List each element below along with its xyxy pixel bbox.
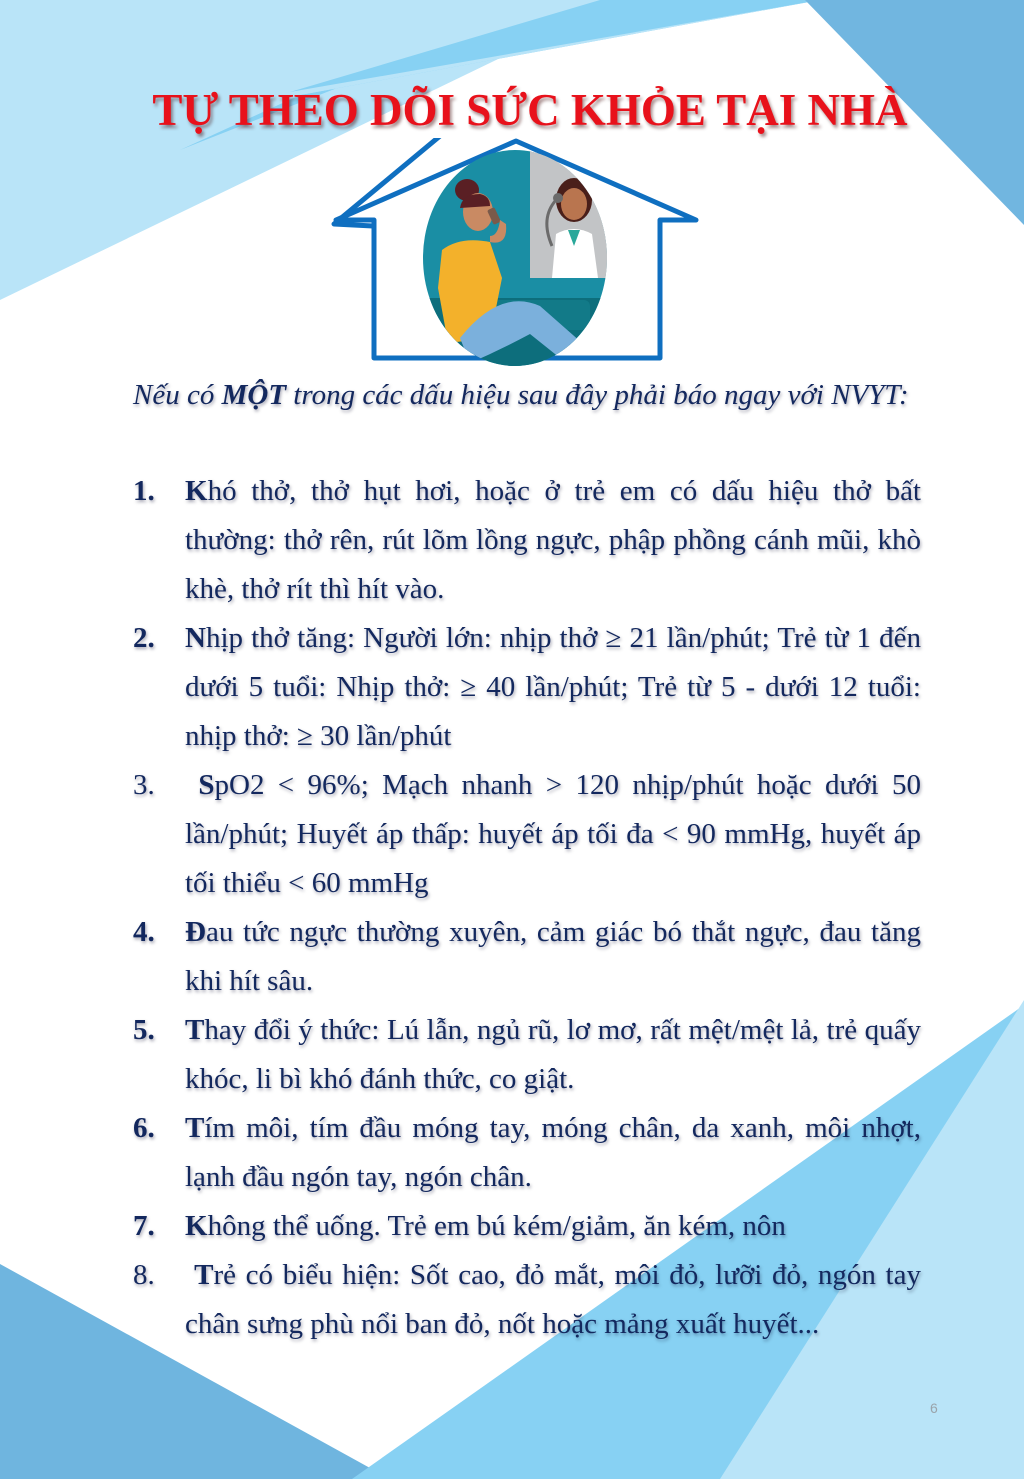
item-text: SpO2 < 96%; Mạch nhanh > 120 nhịp/phút hoặc dưới 50 lần/phút; Huyết áp thấp: huyết áp tối đa < 90 mmHg, huyết áp tối thiểu < 60 mmHg (185, 769, 921, 899)
list-item (133, 467, 921, 614)
list-item (133, 1104, 921, 1202)
page-title: TỰ THEO DÕI SỨC KHỎE TẠI NHÀ (152, 85, 908, 135)
item-number: 2. (133, 622, 155, 654)
item-number: 6. (133, 1112, 155, 1144)
list-item (133, 1202, 921, 1251)
intro-paragraph (133, 372, 921, 418)
intro-prefix: Nếu có (133, 379, 222, 411)
item-number: 8. (133, 1259, 155, 1291)
list-item (133, 1251, 921, 1349)
list-item (133, 1006, 921, 1104)
intro-emphasis: MỘT (221, 379, 287, 411)
item-text: Khó thở, thở hụt hơi, hoặc ở trẻ em có dấu hiệu thở bất thường: thở rên, rút lõm lồng ngực, phập phồng cánh mũi, khò khè, thở rít thì hít vào. (185, 475, 921, 605)
item-text: Không thể uống. Trẻ em bú kém/giảm, ăn kém, nôn (185, 1210, 786, 1242)
intro-suffix: trong các dấu hiệu sau đây phải báo ngay với NVYT: (286, 379, 909, 411)
item-text: Đau tức ngực thường xuyên, cảm giác bó thắt ngực, đau tăng khi hít sâu. (185, 916, 921, 997)
house-telehealth-icon (330, 138, 702, 370)
page-number: 6 (930, 1400, 938, 1416)
list-item (133, 908, 921, 1006)
item-number: 5. (133, 1014, 155, 1046)
item-text: Trẻ có biểu hiện: Sốt cao, đỏ mắt, môi đỏ, lưỡi đỏ, ngón tay chân sưng phù nổi ban đỏ, nốt hoặc mảng xuất huyết... (185, 1259, 921, 1340)
list-item (133, 614, 921, 761)
list-item (133, 761, 921, 908)
warning-signs-list (133, 467, 921, 1349)
item-number: 4. (133, 916, 155, 948)
item-number: 1. (133, 475, 155, 507)
item-number: 7. (133, 1210, 155, 1242)
item-text: Nhịp thở tăng: Người lớn: nhịp thở ≥ 21 lần/phút; Trẻ từ 1 đến dưới 5 tuổi: Nhịp thở: ≥ 40 lần/phút; Trẻ từ 5 - dưới 12 tuổi: nhịp thở: ≥ 30 lần/phút (185, 622, 921, 752)
item-text: Tím môi, tím đầu móng tay, móng chân, da xanh, môi nhợt, lạnh đầu ngón tay, ngón chân. (185, 1112, 921, 1193)
item-number: 3. (133, 769, 155, 801)
item-text: Thay đổi ý thức: Lú lẫn, ngủ rũ, lơ mơ, rất mệt/mệt lả, trẻ quấy khóc, li bì khó đánh thức, co giật. (185, 1014, 921, 1095)
